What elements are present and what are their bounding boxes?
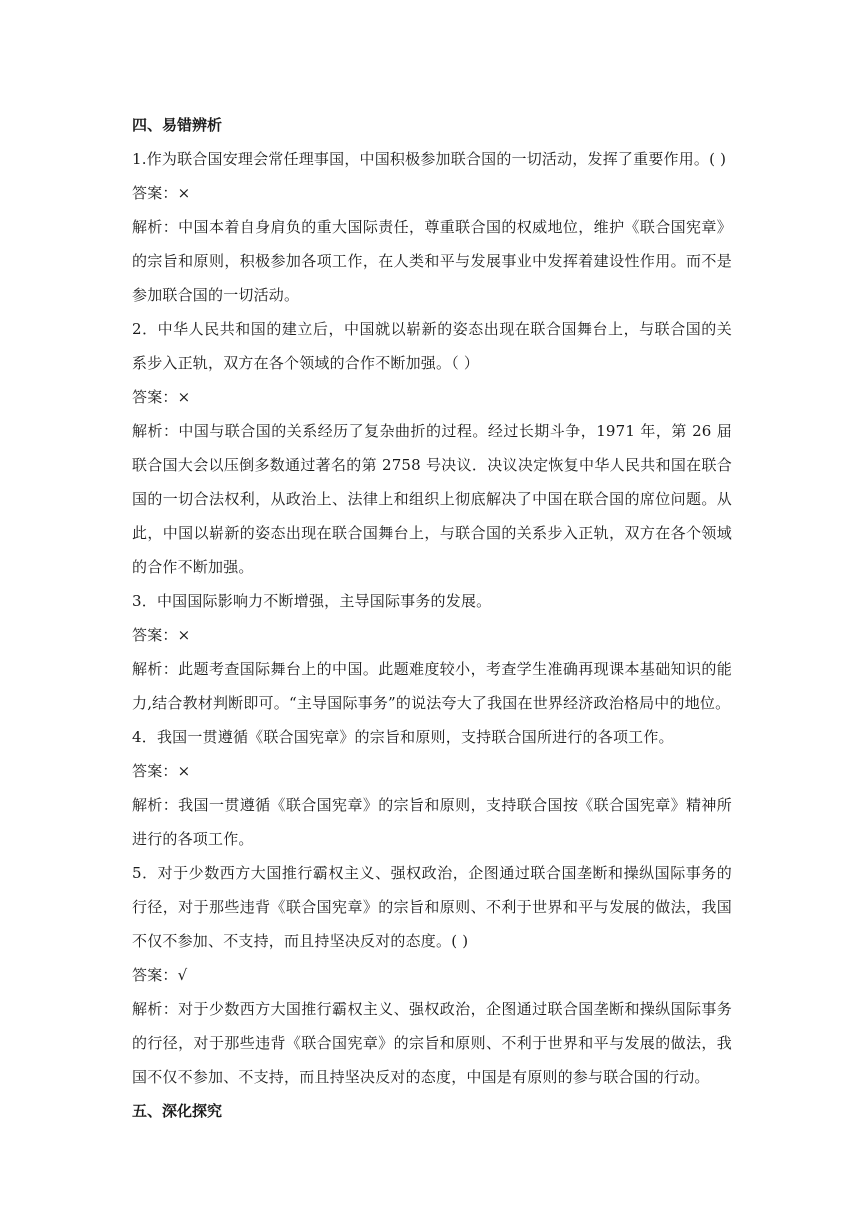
answer-1: 答案：× xyxy=(132,184,191,202)
analysis-2: 解析：中国与联合国的关系经历了复杂曲折的过程。经过长期斗争，1971 年，第 26 届联合国大会以压倒多数通过著名的第 2758 号决议．决议决定恢复中华人民共和国在联合国的一切合法权利，从政治上、法律上和组织上彻底解决了中国在联合国的席位问题。从此，中国以崭新的姿态出现在联合国舞台上，与联合国的关系步入正轨，双方在各个领域的合作不断加强。 xyxy=(132,422,732,576)
answer-2: 答案：× xyxy=(132,388,191,406)
answer-3: 答案：× xyxy=(132,626,191,644)
analysis-4: 解析：我国一贯遵循《联合国宪章》的宗旨和原则，支持联合国按《联合国宪章》精神所进行的各项工作。 xyxy=(132,796,732,848)
question-2: 2．中华人民共和国的建立后，中国就以崭新的姿态出现在联合国舞台上，与联合国的关系步入正轨，双方在各个领域的合作不断加强。（ ） xyxy=(132,320,732,372)
question-1: 1.作为联合国安理会常任理事国，中国积极参加联合国的一切活动，发挥了重要作用。( ) xyxy=(132,150,727,168)
section-heading-5: 五、深化探究 xyxy=(132,1102,223,1120)
analysis-1: 解析：中国本着自身肩负的重大国际责任，尊重联合国的权威地位，维护《联合国宪章》的宗旨和原则，积极参加各项工作，在人类和平与发展事业中发挥着建设性作用。而不是参加联合国的一切活动。 xyxy=(132,218,732,304)
analysis-3: 解析：此题考查国际舞台上的中国。此题难度较小，考查学生准确再现课本基础知识的能力,结合教材判断即可。“主导国际事务”的说法夸大了我国在世界经济政治格局中的地位。 xyxy=(132,660,732,712)
section-heading-4: 四、易错辨析 xyxy=(132,116,223,134)
question-4: 4．我国一贯遵循《联合国宪章》的宗旨和原则，支持联合国所进行的各项工作。 xyxy=(132,728,674,746)
answer-4: 答案：× xyxy=(132,762,191,780)
document-content xyxy=(132,108,732,1128)
question-5: 5．对于少数西方大国推行霸权主义、强权政治，企图通过联合国垄断和操纵国际事务的行径，对于那些违背《联合国宪章》的宗旨和原则、不利于世界和平与发展的做法，我国不仅不参加、不支持，而且持坚决反对的态度。( ) xyxy=(132,864,732,950)
question-3: 3．中国国际影响力不断增强，主导国际事务的发展。 xyxy=(132,592,492,610)
answer-5: 答案：√ xyxy=(132,966,188,984)
analysis-5: 解析：对于少数西方大国推行霸权主义、强权政治，企图通过联合国垄断和操纵国际事务的行径，对于那些违背《联合国宪章》的宗旨和原则、不利于世界和平与发展的做法，我国不仅不参加、不支持，而且持坚决反对的态度，中国是有原则的参与联合国的行动。 xyxy=(132,1000,732,1086)
